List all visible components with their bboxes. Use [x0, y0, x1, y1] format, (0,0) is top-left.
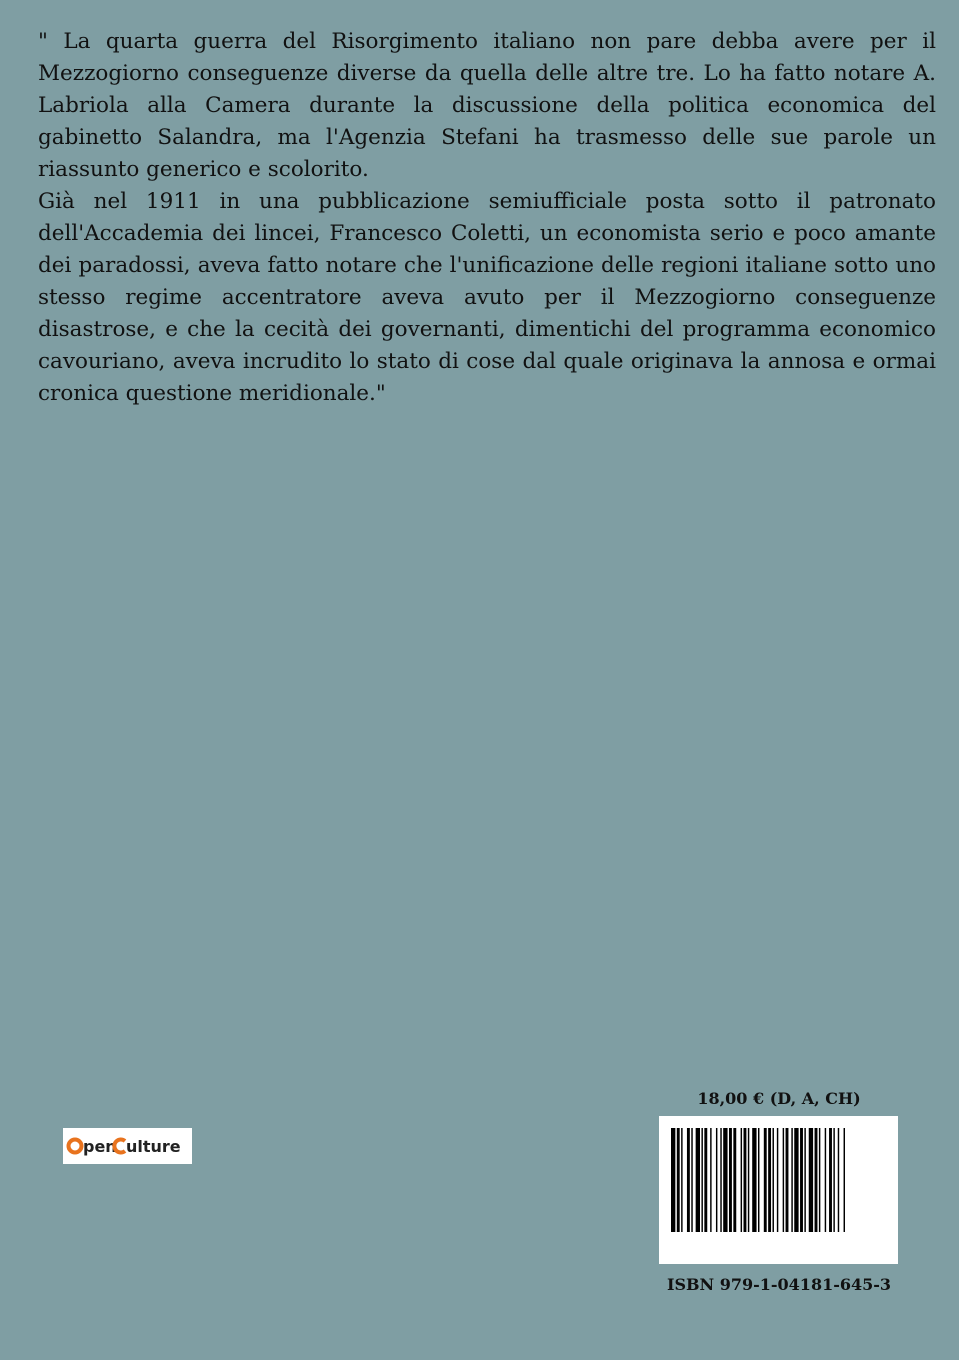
- barcode-bar: [800, 1128, 803, 1232]
- barcode-bar: [720, 1128, 721, 1232]
- barcode-bar: [691, 1128, 692, 1232]
- barcode-bar: [716, 1128, 717, 1232]
- barcode-bar: [829, 1128, 832, 1232]
- barcode-bar: [677, 1128, 680, 1232]
- barcode-bar: [838, 1128, 839, 1232]
- svg-text:ulture: ulture: [126, 1137, 181, 1156]
- barcode-bar: [815, 1128, 818, 1232]
- barcode: [659, 1116, 898, 1264]
- barcode-bar: [671, 1128, 675, 1232]
- barcode-bar: [729, 1128, 732, 1232]
- barcode-bar: [701, 1128, 702, 1232]
- blurb-paragraph-1: " La quarta guerra del Risorgimento italiano non pare debba avere per il Mezzogiorno conseguenze diverse da quella delle altre tre. Lo ha fatto notare A. Labriola alla Camera durante la discussione della politica economica del gabinetto Salandra, ma l'Agenzia Stefani ha trasmesso delle sue parole un riassunto generico e scolorito.: [38, 29, 936, 182]
- barcode-bar: [696, 1128, 700, 1232]
- barcode-bar: [825, 1128, 826, 1232]
- barcode-bar: [704, 1128, 707, 1232]
- svg-text:pen: pen: [83, 1137, 117, 1156]
- barcode-bar: [777, 1128, 778, 1232]
- barcode-bar: [833, 1128, 834, 1232]
- barcode-bar: [752, 1128, 756, 1232]
- barcode-icon: [659, 1116, 898, 1264]
- barcode-bar: [786, 1128, 789, 1232]
- barcode-bar: [758, 1128, 759, 1232]
- barcode-bar: [723, 1128, 727, 1232]
- barcode-bar: [687, 1128, 690, 1232]
- barcode-bar: [773, 1128, 774, 1232]
- barcode-bar: [733, 1128, 736, 1232]
- barcode-bar: [794, 1128, 798, 1232]
- barcode-bar: [748, 1128, 749, 1232]
- openculture-logo-icon: [65, 1131, 190, 1161]
- isbn-label: ISBN 979-1-04181-645-3: [666, 1275, 892, 1294]
- barcode-bar: [681, 1128, 682, 1232]
- back-cover-blurb: [38, 26, 936, 410]
- publisher-logo: [63, 1128, 192, 1164]
- blurb-paragraph-2: Già nel 1911 in una pubblicazione semiufficiale posta sotto il patronato dell'Accademia dei lincei, Francesco Coletti, un economista serio e poco amante dei paradossi, aveva fatto notare che l'unificazione delle regioni italiane sotto uno stesso regime accentratore aveva avuto per il Mezzogiorno conseguenze disastrose, e che la cecità dei governanti, dimentichi del programma economico cavouriano, aveva incrudito lo stato di cose dal quale originava la annosa e ormai cronica questione meridionale.": [38, 189, 936, 406]
- barcode-bar: [741, 1128, 742, 1232]
- barcode-bar: [804, 1128, 805, 1232]
- price-label: 18,00 € (D, A, CH): [697, 1089, 861, 1108]
- barcode-bar: [764, 1128, 767, 1232]
- barcode-bar: [791, 1128, 792, 1232]
- barcode-bar: [809, 1128, 813, 1232]
- barcode-bar: [768, 1128, 771, 1232]
- barcode-bar: [744, 1128, 747, 1232]
- barcode-bar: [710, 1128, 711, 1232]
- barcode-bar: [783, 1128, 784, 1232]
- barcode-bar: [844, 1128, 845, 1232]
- barcode-bar: [819, 1128, 820, 1232]
